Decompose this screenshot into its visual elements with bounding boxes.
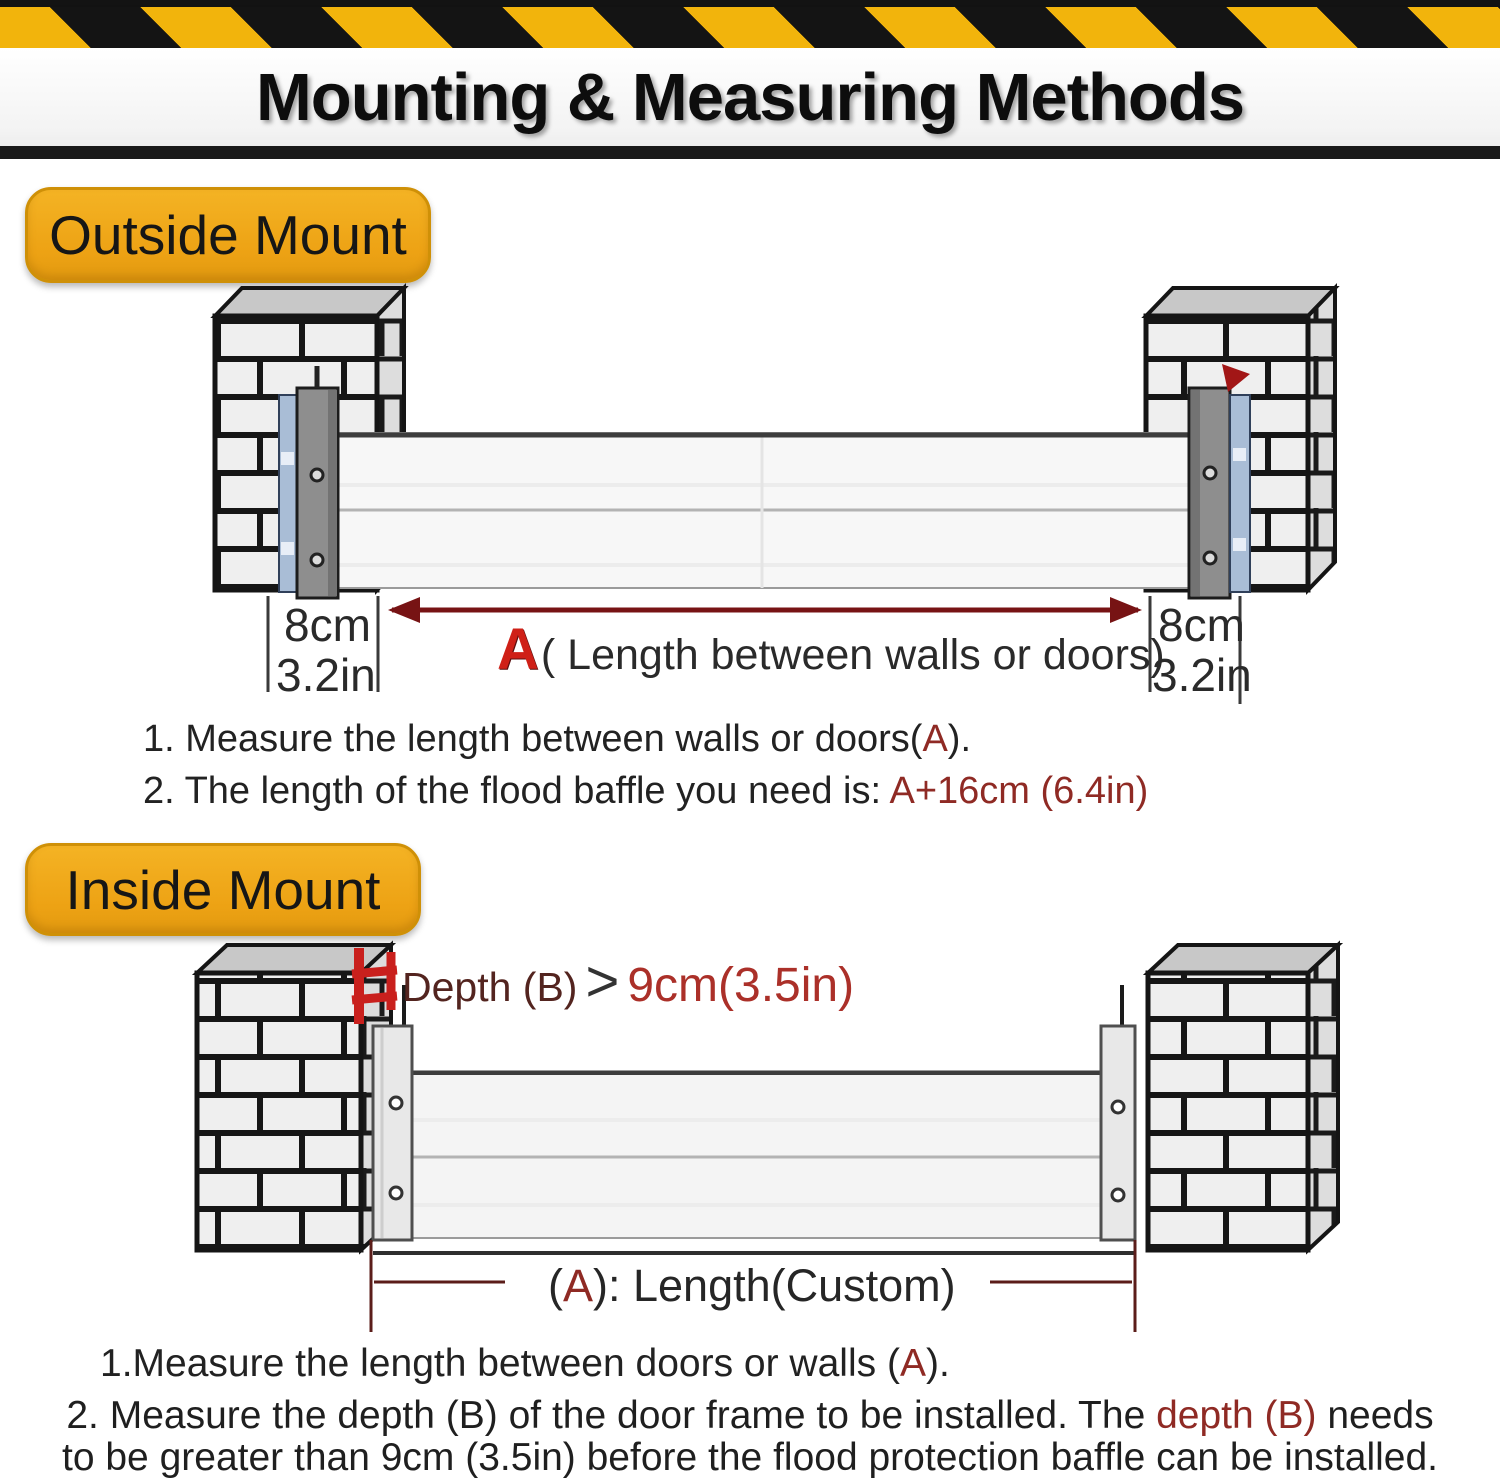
- outside-mount-badge-label: Outside Mount: [49, 204, 407, 266]
- inside-right-bracket: [1101, 985, 1135, 1240]
- inside-step-2-line-1: 2. Measure the depth (B) of the door frame to be installed. The depth (B) needs: [66, 1394, 1434, 1437]
- outside-mount-badge: [25, 187, 431, 283]
- outside-left-dim-cm: 8cm: [284, 599, 371, 651]
- greater-than-symbol: >: [585, 949, 620, 1014]
- outside-left-dim-in: 3.2in: [276, 649, 376, 701]
- inside-right-pillar: [1148, 945, 1338, 1250]
- inside-step-1: 1.Measure the length between doors or walls (A).: [100, 1342, 950, 1385]
- outside-step-2: 2. The length of the flood baffle you need is: A+16cm (6.4in): [143, 770, 1149, 812]
- outside-left-bracket: [279, 366, 338, 598]
- flood-barrier-outside: [338, 433, 1192, 588]
- outside-span-label-a: A: [497, 617, 539, 682]
- title-band: [0, 48, 1500, 146]
- page-title: Mounting & Measuring Methods: [255, 59, 1245, 135]
- outside-right-dim-cm: 8cm: [1158, 599, 1245, 651]
- depth-annotation: Depth (B) > 9cm(3.5in): [402, 949, 855, 1014]
- inside-mount-badge: [25, 843, 421, 936]
- hazard-stripe-banner: [0, 7, 1500, 48]
- top-border-line: [0, 0, 1500, 7]
- outside-right-bracket: [1189, 364, 1250, 598]
- inside-length-label: (A): Length(Custom): [548, 1260, 956, 1311]
- inside-mount-badge-label: Inside Mount: [65, 858, 381, 921]
- outside-span-label-text: ( Length between walls or doors): [540, 631, 1165, 679]
- inside-step-2-line-2: to be greater than 9cm (3.5in) before the flood protection baffle can be installed.: [62, 1436, 1438, 1479]
- header-divider-bar: [0, 146, 1500, 159]
- outside-step-1: 1. Measure the length between walls or doors(A).: [143, 718, 972, 760]
- outside-right-dim-in: 3.2in: [1152, 649, 1252, 701]
- outside-span-label: [497, 616, 1165, 683]
- flood-barrier-inside: [410, 1071, 1101, 1238]
